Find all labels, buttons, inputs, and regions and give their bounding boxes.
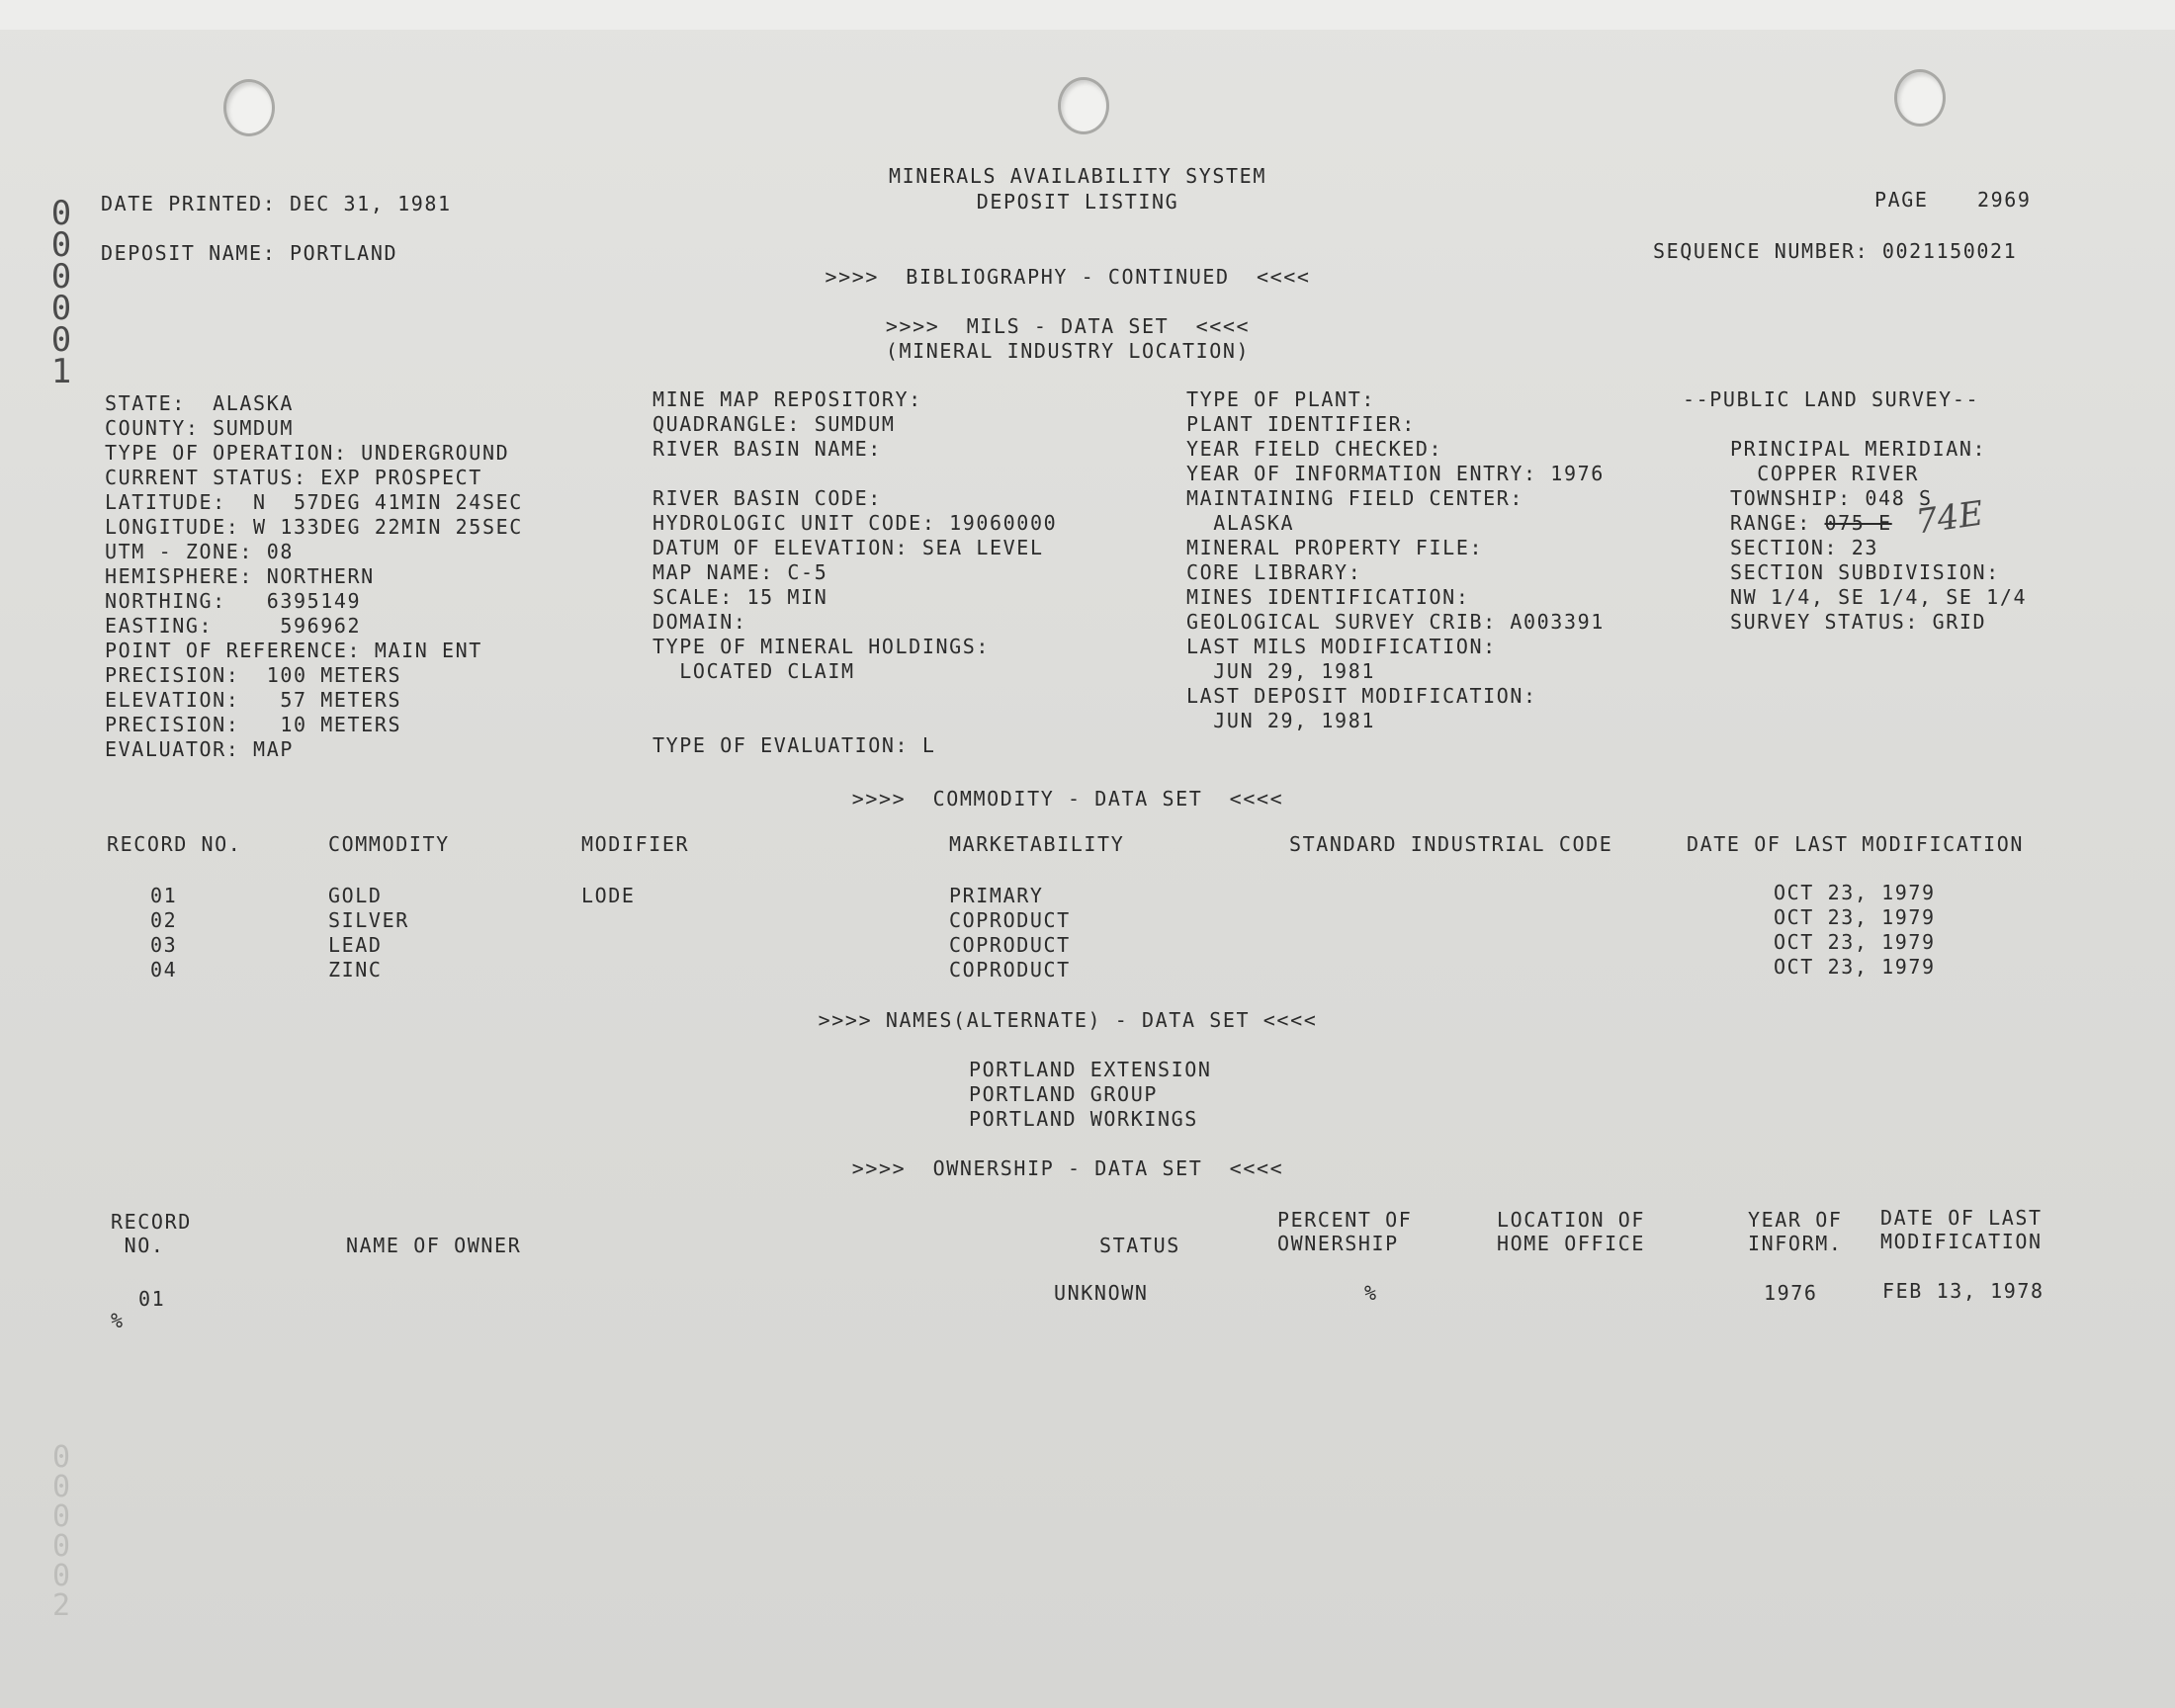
- punch-hole-left: [223, 79, 275, 136]
- mils-field: LAST DEPOSIT MODIFICATION:: [1186, 684, 1537, 708]
- sequence-number: SEQUENCE NUMBER: 0021150021: [1653, 239, 2018, 263]
- page-number: 2969: [1977, 188, 2032, 212]
- alternate-name: PORTLAND WORKINGS: [969, 1107, 1198, 1131]
- mils-field: [652, 709, 1057, 733]
- commodity-cell: COPRODUCT: [949, 908, 1071, 932]
- margin-mark-char: 0: [51, 1559, 71, 1593]
- margin-mark-char: 2: [51, 1588, 71, 1623]
- mils-field: JUN 29, 1981: [1186, 659, 1375, 683]
- mils-field: EVALUATOR: MAP: [105, 737, 294, 761]
- mils-map-column: [652, 387, 1057, 758]
- mils-field: PRECISION: 10 METERS: [105, 713, 402, 736]
- ownership-header-status: STATUS: [1099, 1234, 1180, 1257]
- alternate-names-list: [969, 1058, 1212, 1132]
- mils-field: CORE LIBRARY:: [1186, 560, 1362, 584]
- mils-field: RIVER BASIN NAME:: [652, 437, 882, 461]
- mils-field: TYPE OF MINERAL HOLDINGS:: [652, 635, 991, 658]
- mils-field: [652, 462, 1057, 486]
- mils-field: MAINTAINING FIELD CENTER:: [1186, 486, 1524, 510]
- commodity-cell: 02: [150, 908, 178, 932]
- listing-title: DEPOSIT LISTING: [976, 190, 1179, 214]
- alternate-name: PORTLAND EXTENSION: [969, 1058, 1212, 1081]
- mils-field: NORTHING: 6395149: [105, 589, 362, 613]
- mils-field: MINES IDENTIFICATION:: [1186, 585, 1470, 609]
- mils-field: LONGITUDE: W 133DEG 22MIN 25SEC: [105, 515, 523, 539]
- ownership-row-date: FEB 13, 1978: [1882, 1279, 2044, 1303]
- margin-mark-char: 1: [50, 352, 72, 391]
- mils-field: HEMISPHERE: NORTHERN: [105, 564, 375, 588]
- ownership-row-percent: %: [1364, 1281, 1378, 1305]
- pls-subdivision-value: NW 1/4, SE 1/4, SE 1/4: [1730, 585, 2028, 609]
- mils-field: CURRENT STATUS: EXP PROSPECT: [105, 466, 482, 489]
- commodity-cell: OCT 23, 1979: [1774, 930, 1936, 954]
- ownership-row-status: UNKNOWN: [1054, 1281, 1149, 1305]
- mils-field: YEAR FIELD CHECKED:: [1186, 437, 1443, 461]
- mils-field: UTM - ZONE: 08: [105, 540, 294, 563]
- names-banner: >>>> NAMES(ALTERNATE) - DATA SET <<<<: [818, 1008, 1318, 1032]
- mils-field: QUADRANGLE: SUMDUM: [652, 412, 896, 436]
- mils-field: ELEVATION: 57 METERS: [105, 688, 402, 712]
- margin-mark-char: 0: [50, 225, 72, 265]
- mils-field: LAST MILS MODIFICATION:: [1186, 635, 1497, 658]
- commodity-cell: LEAD: [328, 933, 383, 957]
- pls-range-label: RANGE:: [1730, 511, 1825, 535]
- mils-field: GEOLOGICAL SURVEY CRIB: A003391: [1186, 610, 1605, 634]
- pls-survey-status: SURVEY STATUS: GRID: [1730, 610, 1987, 634]
- mils-field: TYPE OF EVALUATION: L: [652, 733, 936, 757]
- mils-field: TYPE OF PLANT:: [1186, 387, 1375, 411]
- ownership-header-location: LOCATION OF: [1497, 1208, 1646, 1232]
- punch-hole-center: [1058, 77, 1109, 134]
- mils-field: MINERAL PROPERTY FILE:: [1186, 536, 1484, 559]
- mils-field: [652, 684, 1057, 709]
- mils-banner: >>>> MILS - DATA SET <<<<: [885, 314, 1251, 338]
- pls-township: TOWNSHIP: 048 S: [1730, 486, 1933, 510]
- mils-field: STATE: ALASKA: [105, 391, 294, 415]
- pls-meridian-value: COPPER RIVER: [1730, 462, 1919, 485]
- commodity-header-marketability: MARKETABILITY: [949, 832, 1125, 856]
- commodity-cell: OCT 23, 1979: [1774, 881, 1936, 904]
- commodity-cell: OCT 23, 1979: [1774, 905, 1936, 929]
- commodity-cell: GOLD: [328, 884, 383, 907]
- mils-field: SCALE: 15 MIN: [652, 585, 828, 609]
- mils-field: HYDROLOGIC UNIT CODE: 19060000: [652, 511, 1058, 535]
- pls-subdivision-label: SECTION SUBDIVISION:: [1730, 560, 2000, 584]
- mils-plant-column: [1186, 387, 1605, 733]
- margin-mark-char: 0: [50, 289, 72, 328]
- margin-mark-char: 0: [51, 1529, 71, 1564]
- handwritten-range-correction: 74E: [1913, 493, 1986, 543]
- margin-mark-char: 0: [50, 257, 72, 297]
- mils-field: LOCATED CLAIM: [652, 659, 855, 683]
- ownership-header-record-no: NO.: [111, 1234, 165, 1257]
- commodity-banner: >>>> COMMODITY - DATA SET <<<<: [851, 787, 1284, 811]
- commodity-cell: COPRODUCT: [949, 958, 1071, 982]
- commodity-header-modifier: MODIFIER: [581, 832, 690, 856]
- punch-hole-right: [1894, 69, 1946, 127]
- mils-field: ALASKA: [1186, 511, 1295, 535]
- bibliography-banner: >>>> BIBLIOGRAPHY - CONTINUED <<<<: [825, 265, 1311, 289]
- pls-meridian-label: PRINCIPAL MERIDIAN:: [1730, 437, 1987, 461]
- ownership-header-record: RECORD: [111, 1210, 192, 1234]
- page-label: PAGE: [1874, 188, 1929, 212]
- ownership-row-year: 1976: [1764, 1281, 1818, 1305]
- commodity-cell: OCT 23, 1979: [1774, 955, 1936, 979]
- mils-field: COUNTY: SUMDUM: [105, 416, 294, 440]
- ownership-header-date: DATE OF LAST: [1880, 1206, 2043, 1230]
- mils-field: MAP NAME: C-5: [652, 560, 828, 584]
- mils-field: RIVER BASIN CODE:: [652, 486, 882, 510]
- pls-section: SECTION: 23: [1730, 536, 1879, 559]
- mils-subtitle: (MINERAL INDUSTRY LOCATION): [885, 339, 1251, 363]
- ownership-header-percent-2: OWNERSHIP: [1277, 1232, 1399, 1255]
- ownership-header-name: NAME OF OWNER: [346, 1234, 522, 1257]
- ownership-row-record: 01: [138, 1287, 166, 1311]
- system-title: MINERALS AVAILABILITY SYSTEM: [889, 164, 1266, 188]
- margin-mark-char: 0: [51, 1499, 71, 1534]
- commodity-cell: 01: [150, 884, 178, 907]
- commodity-header-sic: STANDARD INDUSTRIAL CODE: [1289, 832, 1613, 856]
- mils-field: POINT OF REFERENCE: MAIN ENT: [105, 639, 482, 662]
- ownership-header-date-2: MODIFICATION: [1880, 1230, 2043, 1253]
- mils-field: PLANT IDENTIFIER:: [1186, 412, 1416, 436]
- ownership-trailing-mark: %: [111, 1309, 125, 1332]
- mils-field: EASTING: 596962: [105, 614, 362, 638]
- date-printed: DATE PRINTED: DEC 31, 1981: [101, 192, 452, 215]
- commodity-cell: PRIMARY: [949, 884, 1044, 907]
- margin-mark-char: 0: [51, 1440, 71, 1475]
- mils-location-column: [105, 391, 523, 762]
- ownership-header-year-2: INFORM.: [1748, 1232, 1843, 1255]
- ownership-header-year: YEAR OF: [1748, 1208, 1843, 1232]
- alternate-name: PORTLAND GROUP: [969, 1082, 1158, 1106]
- commodity-header-date: DATE OF LAST MODIFICATION: [1687, 832, 2025, 856]
- scan-top-edge: [0, 0, 2175, 30]
- ownership-header-percent: PERCENT OF: [1277, 1208, 1413, 1232]
- mils-field: LATITUDE: N 57DEG 41MIN 24SEC: [105, 490, 523, 514]
- margin-mark-char: 0: [50, 320, 72, 360]
- pls-title: --PUBLIC LAND SURVEY--: [1683, 387, 1980, 411]
- commodity-header-record: RECORD NO.: [107, 832, 242, 856]
- mils-field: YEAR OF INFORMATION ENTRY: 1976: [1186, 462, 1605, 485]
- commodity-cell: LODE: [581, 884, 636, 907]
- commodity-cell: COPRODUCT: [949, 933, 1071, 957]
- deposit-name: DEPOSIT NAME: PORTLAND: [101, 241, 398, 265]
- mils-field: PRECISION: 100 METERS: [105, 663, 402, 687]
- mils-field: MINE MAP REPOSITORY:: [652, 387, 922, 411]
- ownership-header-location-2: HOME OFFICE: [1497, 1232, 1646, 1255]
- commodity-cell: 03: [150, 933, 178, 957]
- margin-mark-char: 0: [51, 1470, 71, 1504]
- commodity-cell: SILVER: [328, 908, 409, 932]
- ownership-banner: >>>> OWNERSHIP - DATA SET <<<<: [851, 1156, 1284, 1180]
- ghost-page-mark: [44, 1440, 79, 1623]
- commodity-cell: 04: [150, 958, 178, 982]
- pls-range-struck-value: 075 E: [1824, 511, 1892, 535]
- mils-field: DOMAIN:: [652, 610, 747, 634]
- mils-field: TYPE OF OPERATION: UNDERGROUND: [105, 441, 510, 465]
- margin-mark-char: 0: [50, 194, 72, 233]
- mils-field: DATUM OF ELEVATION: SEA LEVEL: [652, 536, 1044, 559]
- mils-field: JUN 29, 1981: [1186, 709, 1375, 732]
- side-page-mark: [44, 194, 79, 391]
- commodity-cell: ZINC: [328, 958, 383, 982]
- commodity-header-commodity: COMMODITY: [328, 832, 450, 856]
